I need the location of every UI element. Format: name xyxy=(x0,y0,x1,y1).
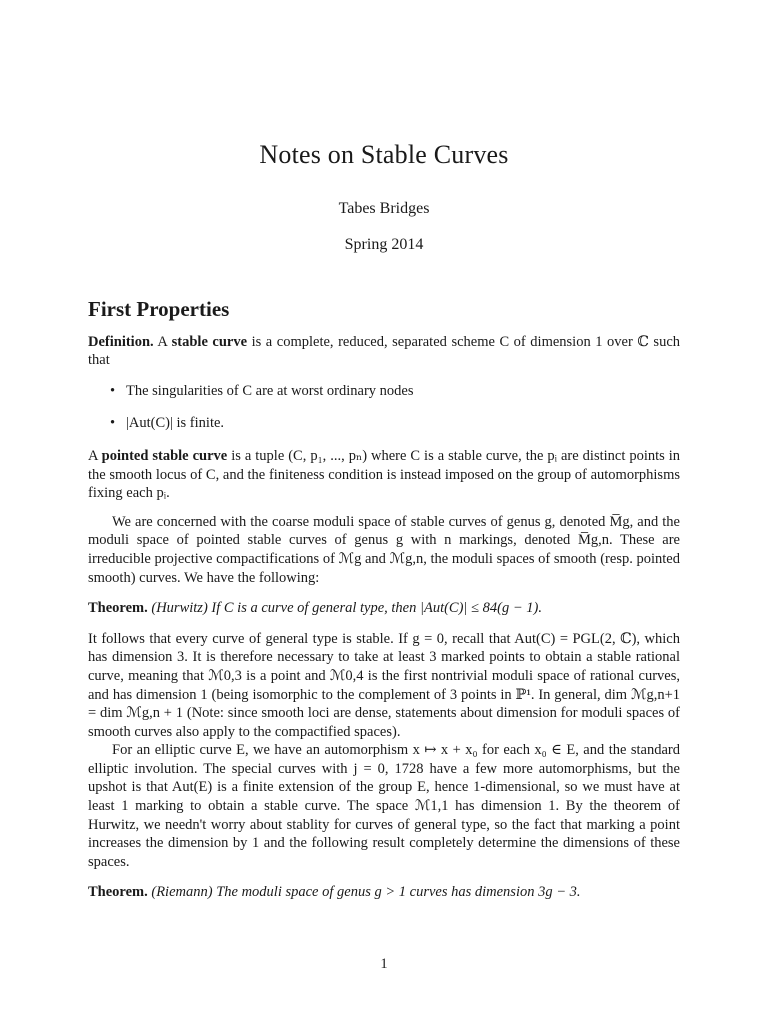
theorem-text: (Riemann) The moduli space of genus g > 1 curves has dimension 3g − 3. xyxy=(151,884,581,901)
pointed-curve-paragraph xyxy=(88,447,680,503)
theorem-label: Theorem. xyxy=(88,884,148,901)
section-heading: First Properties xyxy=(88,297,230,321)
theorem-text: (Hurwitz) If C is a curve of general type, then |Aut(C)| ≤ 84(g − 1). xyxy=(151,600,542,617)
paper-author: Tabes Bridges xyxy=(338,200,430,217)
pointed-lead: A xyxy=(88,447,98,464)
pointed-text: is a tuple (C, p₁, ..., pₙ) where C is a stable curve, the pᵢ are distinct points in the smooth locus of C, and the finiteness condition is instead imposed on the group of automorphisms fixing each pᵢ. xyxy=(88,447,681,502)
list-item xyxy=(88,382,680,401)
list-item-text: |Aut(C)| is finite. xyxy=(126,415,225,432)
paper-title: Notes on Stable Curves xyxy=(259,140,509,169)
moduli-paragraph: We are concerned with the coarse moduli space of stable curves of genus g, denoted M̅g, and the moduli space of pointed stable curves of genus g with n markings, denoted M̅g,n. These are irreducible projective compactifications of ℳg and ℳg,n, the moduli spaces of smooth (resp. pointed smooth) curves. We have the following: xyxy=(88,513,680,586)
list-item-text: The singularities of C are at worst ordinary nodes xyxy=(126,382,414,399)
list-item xyxy=(88,414,680,433)
definition-term: stable curve xyxy=(171,333,248,350)
elliptic-paragraph: For an elliptic curve E, we have an automorphism x ↦ x + x₀ for each x₀ ∈ E, and the standard elliptic involution. The special curves with j = 0, 1728 have a few more automorphisms, but the upshot is that Aut(E) is a finite extension of the group E, hence 1-dimensional, so we must have at least 1 marking to obtain a stable curve. The space ℳ1,1 has dimension 1. By the theorem of Hurwitz, we needn't worry about stablity for curves of general type, so the fact that marking a point increases the dimension by 1 and the following result completely determine the dimensions of these spaces. xyxy=(88,742,680,870)
bullet-icon: • xyxy=(110,382,116,399)
pointed-term: pointed stable curve xyxy=(101,447,228,464)
dimension-paragraph: It follows that every curve of general type is stable. If g = 0, recall that Aut(C) = PGL(2, ℂ), which has dimension 3. It is therefore necessary to take at least 3 marked points to obtain a stable rational curve, meaning that ℳ0,3 is a point and ℳ0,4 is the first nontrivial moduli space of rational curves, and has dimension 1 (being isomorphic to the complement of 3 points in ℙ¹. In general, dim ℳg,n+1 = dim ℳg,n + 1 (Note: since smooth loci are dense, statements about dimension for moduli spaces of smooth curves also apply to the compactified spaces). xyxy=(88,630,680,740)
definition-lead: A xyxy=(157,333,168,350)
definition-label: Definition. xyxy=(88,333,154,350)
theorem-label: Theorem. xyxy=(88,600,148,617)
definition-text: is a complete, reduced, separated scheme C of dimension 1 over ℂ such that xyxy=(88,333,681,369)
definition-conditions-list xyxy=(88,382,680,433)
theorem-riemann xyxy=(88,883,680,902)
definition-paragraph xyxy=(88,333,680,370)
bullet-icon: • xyxy=(110,415,116,432)
paper-date: Spring 2014 xyxy=(344,236,424,253)
page-number: 1 xyxy=(380,956,388,972)
paper-body xyxy=(88,297,681,914)
theorem-hurwitz xyxy=(88,599,680,618)
